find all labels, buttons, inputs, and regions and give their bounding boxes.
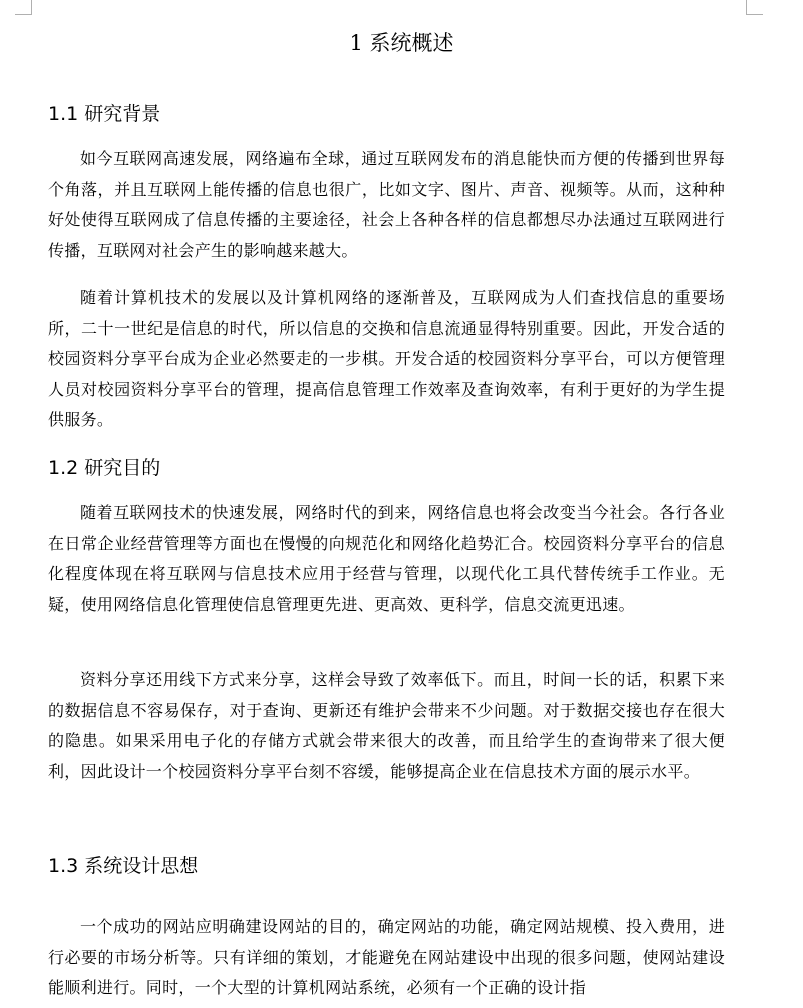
section-heading-1-1: 1.1 研究背景: [48, 103, 161, 125]
chapter-title: 1 系统概述: [349, 31, 454, 55]
section-heading-1-3: 1.3 系统设计思想: [48, 855, 199, 877]
section-1-2-paragraph-1: 随着互联网技术的快速发展，网络时代的到来，网络信息也将会改变当今社会。各行各业在日常企业经营管理等方面也在慢慢的向规范化和网络化趋势汇合。校园资料分享平台的信息化程度体现在将互联网与信息技术应用于经营与管理，以现代化工具代替传统手工作业。无疑，使用网络信息化管理使信息管理更先进、更高效、更科学，信息交流更迅速。: [48, 503, 725, 614]
section-1-3-paragraph-1: 一个成功的网站应明确建设网站的目的，确定网站的功能，确定网站规模、投入费用，进行必要的市场分析等。只有详细的策划，才能避免在网站建设中出现的很多问题，使网站建设能顺利进行。同时，一个大型的计算机网站系统，必须有一个正确的设计指: [48, 917, 725, 997]
page-corner-mark-right: [746, 0, 763, 15]
page-corner-mark-left: [15, 0, 32, 15]
section-1-1-paragraph-2: 随着计算机技术的发展以及计算机网络的逐渐普及，互联网成为人们查找信息的重要场所，二十一世纪是信息的时代，所以信息的交换和信息流通显得特别重要。因此，开发合适的校园资料分享平台成为企业必然要走的一步棋。开发合适的校园资料分享平台，可以方便管理人员对校园资料分享平台的管理，提高信息管理工作效率及查询效率，有利于更好的为学生提供服务。: [48, 288, 725, 429]
section-heading-1-2: 1.2 研究目的: [48, 457, 161, 479]
section-1-1-paragraph-1: 如今互联网高速发展，网络遍布全球，通过互联网发布的消息能快而方便的传播到世界每个角落，并且互联网上能传播的信息也很广，比如文字、图片、声音、视频等。从而，这种种好处使得互联网成了信息传播的主要途径，社会上各种各样的信息都想尽办法通过互联网进行传播，互联网对社会产生的影响越来越大。: [48, 149, 725, 260]
section-1-2-paragraph-2: 资料分享还用线下方式来分享，这样会导致了效率低下。而且，时间一长的话，积累下来的数据信息不容易保存，对于查询、更新还有维护会带来不少问题。对于数据交接也存在很大的隐患。如果采用电子化的存储方式就会带来很大的改善，而且给学生的查询带来了很大便利，因此设计一个校园资料分享平台刻不容缓，能够提高企业在信息技术方面的展示水平。: [48, 670, 725, 781]
